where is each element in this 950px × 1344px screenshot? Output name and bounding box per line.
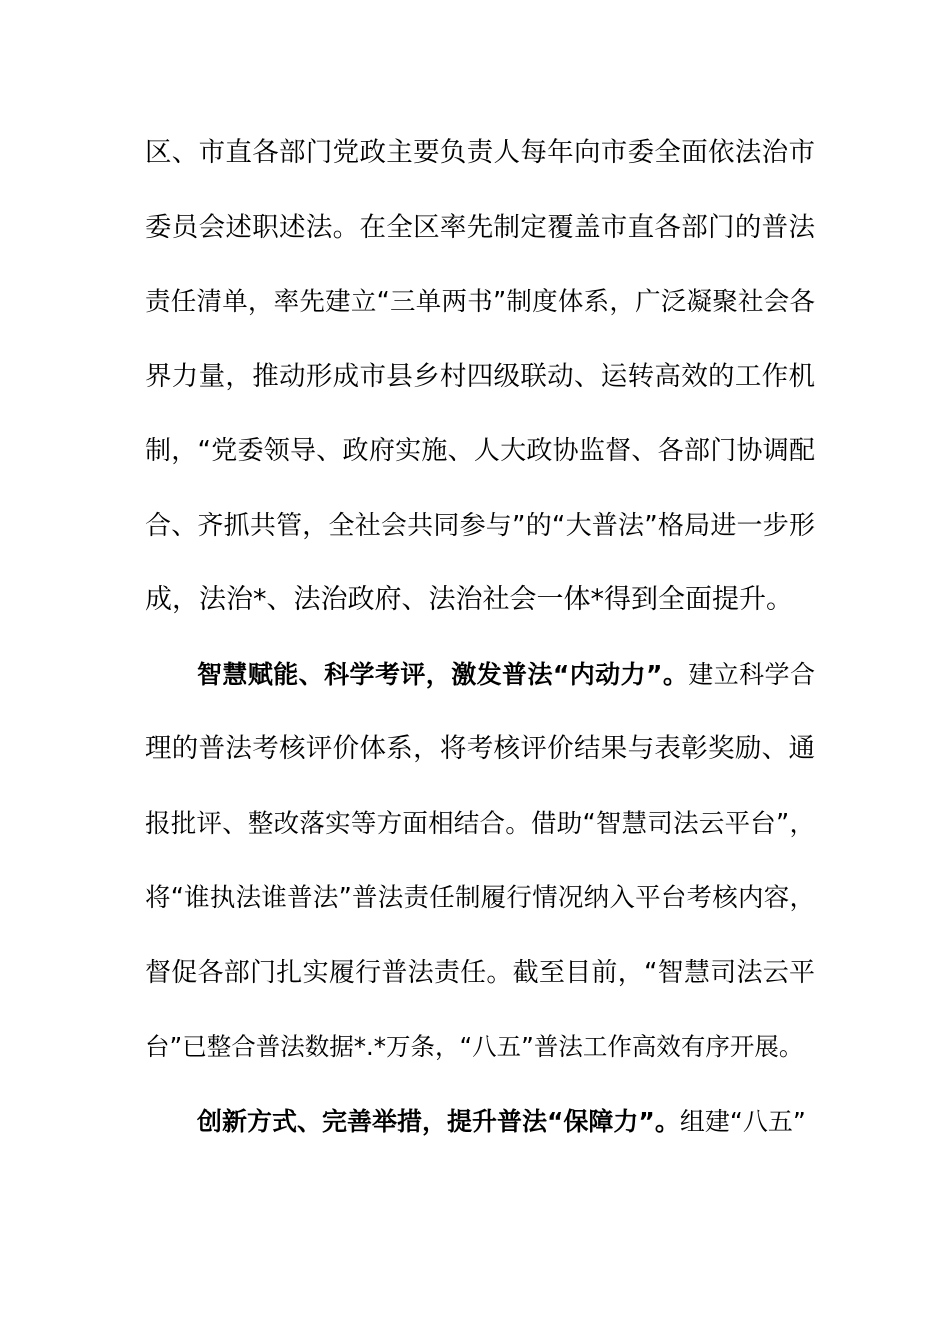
text-line-3 — [145, 275, 815, 350]
text-line-9 — [145, 722, 815, 797]
text-line-10 — [145, 797, 815, 872]
line-text: 界力量，推动形成市县乡村四级联动、运转高效的工作机 — [145, 360, 815, 392]
line-text: 建立科学合 — [688, 659, 815, 689]
line-text: 将“谁执法谁普法”普法责任制履行情况纳入平台考核内容， — [145, 883, 815, 913]
line-text: 督促各部门扎实履行普法责任。截至目前，“智慧司法云平 — [145, 957, 815, 988]
section-heading: 创新方式、完善举措，提升普法“保障力”。 — [197, 1106, 680, 1136]
line-text: 合、齐抓共管，全社会共同参与”的“大普法”格局进一步形 — [145, 510, 815, 541]
text-line-5 — [145, 424, 815, 499]
line-text: 报批评、整改落实等方面相结合。借助“智慧司法云平台”， — [145, 808, 815, 839]
text-line-1 — [145, 126, 815, 201]
line-text: 台”已整合普法数据*.*万条，“八五”普法工作高效有序开展。 — [145, 1032, 804, 1061]
text-line-11 — [145, 871, 815, 946]
line-text: 委员会述职述法。在全区率先制定覆盖市直各部门的普法 — [145, 211, 815, 243]
line-text: 制，“党委领导、政府实施、人大政协监督、各部门协调配 — [145, 436, 815, 466]
line-text: 理的普法考核评价体系，将考核评价结果与表彰奖励、通 — [145, 733, 815, 764]
text-line-13 — [145, 1020, 815, 1095]
line-text: 组建“八五” — [679, 1106, 806, 1136]
document-body — [145, 126, 815, 1169]
text-line-12 — [145, 946, 815, 1021]
text-line-6 — [145, 499, 815, 574]
text-line-2 — [145, 201, 815, 276]
text-line-8 — [145, 648, 815, 723]
line-text: 责任清单，率先建立“三单两书”制度体系，广泛凝聚社会各 — [145, 287, 815, 317]
text-line-14 — [145, 1095, 815, 1170]
text-line-7 — [145, 573, 815, 648]
line-text: 成，法治*、法治政府、法治社会一体*得到全面提升。 — [145, 584, 793, 615]
section-heading: 智慧赋能、科学考评，激发普法“内动力”。 — [197, 659, 689, 689]
text-line-4 — [145, 350, 815, 425]
line-text: 区、市直各部门党政主要负责人每年向市委全面依法治市 — [145, 137, 815, 168]
